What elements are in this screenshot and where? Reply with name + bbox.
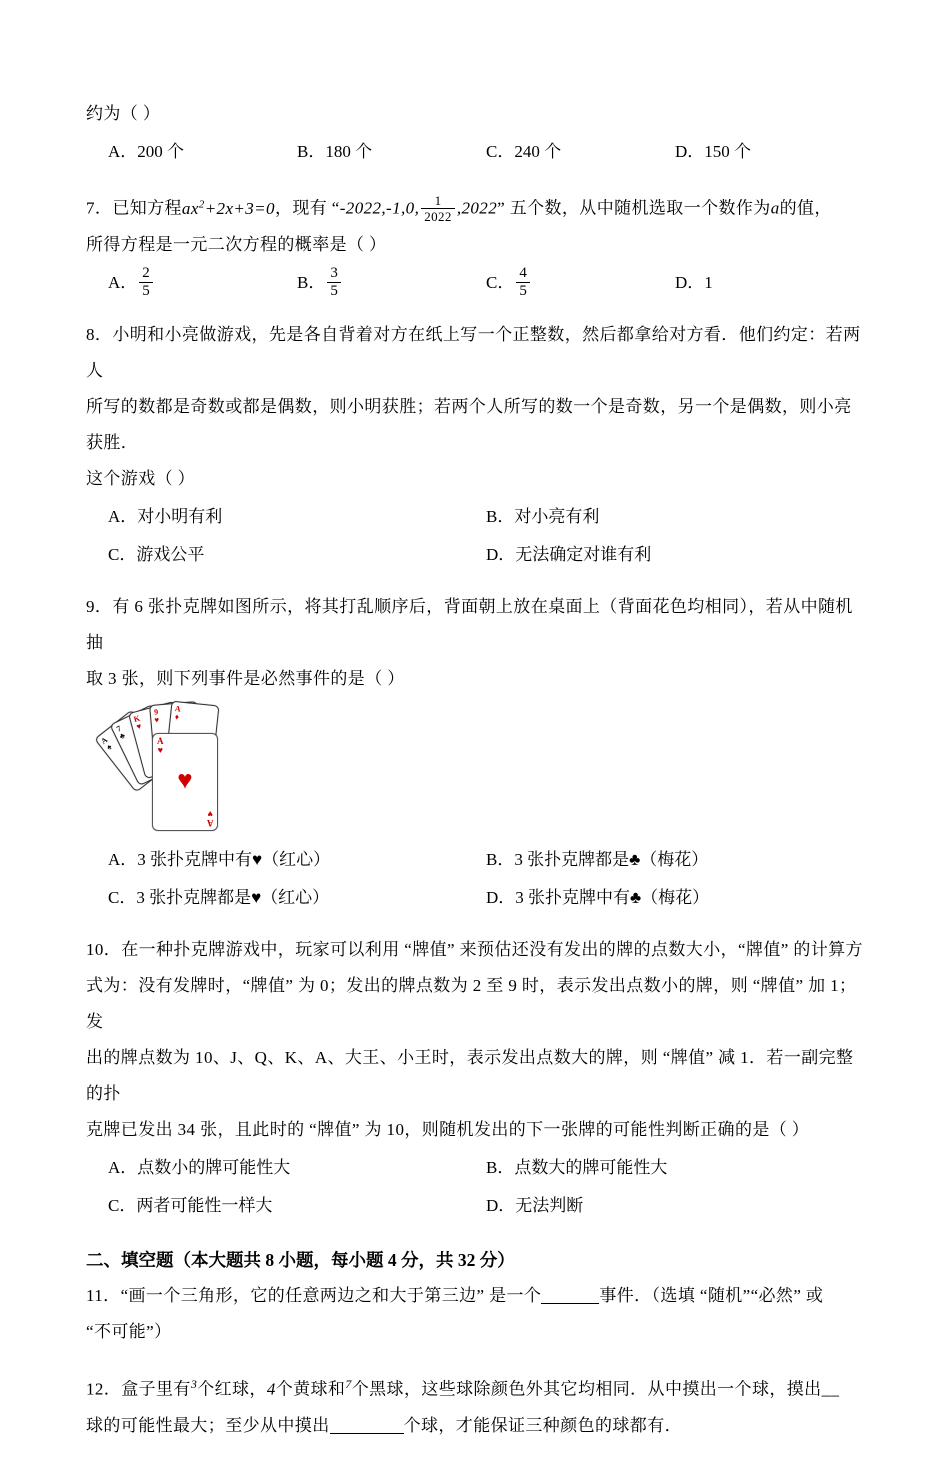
fraction-2-5: $\frac{2}{5}$: [139, 266, 153, 301]
option-c[interactable]: C．游戏公平: [108, 545, 205, 564]
question-9-number: 9．: [86, 597, 113, 616]
black-ball-count: 7: [345, 1377, 352, 1391]
option-c[interactable]: C．两者可能性一样大: [108, 1196, 273, 1215]
question-12-line-1b: 个红球，: [197, 1379, 267, 1399]
question-11-line-1a: “画一个三角形，它的任意两边之和大于第三边” 是一个: [120, 1286, 542, 1305]
question-11-number: 11．: [86, 1286, 121, 1305]
card-rank-suit: A ♠: [99, 735, 114, 752]
question-8-line-3: 这个游戏（ ）: [86, 469, 196, 488]
question-6-options: [86, 134, 864, 170]
question-8-options-row-1: [86, 499, 864, 535]
option-c[interactable]: C．240 个: [486, 142, 562, 161]
fraction-4-5: $\frac{4}{5}$: [516, 266, 530, 301]
option-b[interactable]: B．3 张扑克牌都是♣（梅花）: [486, 850, 709, 869]
heart-icon: ♥: [177, 765, 193, 795]
question-12-line-2a: 球的可能性最大；至少从中摸出: [86, 1415, 330, 1435]
yellow-ball-count: 4: [266, 1379, 276, 1399]
question-7-number: 7．: [86, 198, 113, 218]
question-8-options-row-2: [86, 537, 864, 573]
option-b[interactable]: B．对小亮有利: [486, 507, 600, 526]
option-b[interactable]: B． $\frac{3}{5}$: [297, 265, 486, 301]
question-12-line-2b: 个球，才能保证三种颜色的球都有．: [403, 1415, 683, 1435]
question-7-line-2: 所得方程是一元二次方程的概率是（ ）: [86, 234, 387, 254]
red-ball-count: 3: [190, 1377, 198, 1391]
question-8-number: 8．: [86, 325, 113, 344]
question-7-stem-4: 的值，: [779, 198, 832, 218]
question-8-line-2: 所写的数都是奇数或都是偶数，则小明获胜；若两个人所写的数一个是奇数，另一个是偶数，则小亮获胜．: [86, 397, 852, 452]
question-12-line-1d: 个黑球，这些球除颜色外其它均相同．从中摸出一个球，摸出: [351, 1379, 822, 1399]
option-a[interactable]: A．对小明有利: [108, 507, 223, 526]
question-8: [86, 317, 864, 389]
option-d[interactable]: D．150 个: [675, 142, 752, 161]
question-8-line-1: 小明和小亮做游戏，先是各自背着对方在纸上写一个正整数，然后都拿给对方看．他们约定：若两人: [86, 325, 861, 380]
question-12: [86, 1366, 864, 1408]
card-heart-a-front: [152, 733, 218, 831]
option-d[interactable]: D．无法判断: [486, 1196, 584, 1215]
question-9-options-row-1: [86, 842, 864, 878]
playing-cards-fan-figure: [99, 703, 260, 838]
question-11-line-1b: 事件．（选填 “随机”“必然” 或: [599, 1286, 824, 1305]
option-a[interactable]: A． $\frac{2}{5}$: [86, 265, 297, 301]
question-12-blank-inline[interactable]: __: [821, 1379, 840, 1399]
question-7-variable: a: [770, 198, 780, 218]
card-rank-suit: 7 ♣: [114, 723, 127, 742]
question-6-stem-tail: 约为（ ）: [86, 104, 161, 123]
option-d[interactable]: D．3 张扑克牌中有♣（梅花）: [486, 888, 710, 907]
question-10: [86, 932, 864, 968]
question-12-line-1a: 盒子里有: [121, 1379, 191, 1399]
option-c[interactable]: C． $\frac{4}{5}$: [486, 265, 675, 301]
question-10-line-2: 式为：没有发牌时，“牌值” 为 0；发出的牌点数为 2 至 9 时，表示发出点数小的牌，则 “牌值” 加 1；发: [86, 976, 857, 1031]
section-2-title: 二、填空题（本大题共 8 小题，每小题 4 分，共 32 分）: [86, 1250, 515, 1270]
card-rank-suit: A ♦: [174, 704, 182, 722]
option-a[interactable]: A．点数小的牌可能性大: [108, 1158, 291, 1177]
question-7-number-set-prefix: -2022,-1,0,: [339, 198, 420, 218]
card-corner-bottom-right: A ♥: [206, 809, 213, 828]
answer-blank[interactable]: [541, 1286, 599, 1304]
card-rank-suit: K ♥: [132, 713, 143, 732]
question-10-line-4: 克牌已发出 34 张，且此时的 “牌值” 为 10，则随机发出的下一张牌的可能性判断正确的是（ ）: [86, 1120, 810, 1139]
question-11: [86, 1278, 864, 1314]
question-10-options-row-2: [86, 1188, 864, 1224]
question-11-line-2: “不可能”）: [86, 1322, 172, 1341]
fraction-3-5: $\frac{3}{5}$: [327, 266, 341, 301]
question-7-options: [86, 265, 864, 301]
question-9-line-2: 取 3 张，则下列事件是必然事件的是（ ）: [86, 669, 405, 688]
option-d[interactable]: D．1: [675, 272, 713, 292]
question-12-line-1c: 个黄球和: [275, 1379, 346, 1399]
question-10-line-3: 出的牌点数为 10、J、Q、K、A、大王、小王时，表示发出点数大的牌，则 “牌值” 减 1．若一副完整的扑: [86, 1048, 854, 1103]
question-9-options-row-2: [86, 880, 864, 916]
card-rank-suit: 9 ♥: [153, 707, 160, 725]
question-10-number: 10．: [86, 940, 122, 959]
question-7-fraction: $\frac{1}{2022}$: [421, 194, 455, 224]
question-7: [86, 186, 864, 227]
option-a[interactable]: A．3 张扑克牌中有♥（红心）: [108, 850, 331, 869]
question-7-equation: $ax^2+2x+3=0$: [181, 198, 275, 218]
question-9-line-1: 有 6 张扑克牌如图所示，将其打乱顺序后，背面朝上放在桌面上（背面花色均相同），若从中随机抽: [86, 597, 853, 652]
option-b[interactable]: B．180 个: [297, 142, 373, 161]
question-7-stem-1: 已知方程: [112, 198, 182, 218]
question-10-options-row-1: [86, 1150, 864, 1186]
option-a[interactable]: A．200 个: [108, 142, 185, 161]
answer-blank[interactable]: [330, 1416, 404, 1434]
option-d[interactable]: D．无法确定对谁有利: [486, 545, 652, 564]
question-7-stem-2: ，现有 “: [274, 198, 340, 218]
question-7-number-set-suffix: ,2022: [456, 198, 498, 218]
option-c[interactable]: C．3 张扑克牌都是♥（红心）: [108, 888, 330, 907]
question-9: [86, 589, 864, 661]
question-7-stem-3: ” 五个数，从中随机选取一个数作为: [497, 198, 771, 218]
option-b[interactable]: B．点数大的牌可能性大: [486, 1158, 668, 1177]
question-12-line-2: [86, 1408, 864, 1444]
question-12-number: 12．: [86, 1379, 122, 1399]
option-d-value: 1: [704, 272, 713, 292]
card-corner-top-left: A ♥: [157, 736, 164, 755]
question-10-line-1: 在一种扑克牌游戏中，玩家可以利用 “牌值” 来预估还没有发出的牌的点数大小，“牌值” 的计算方: [121, 940, 863, 959]
